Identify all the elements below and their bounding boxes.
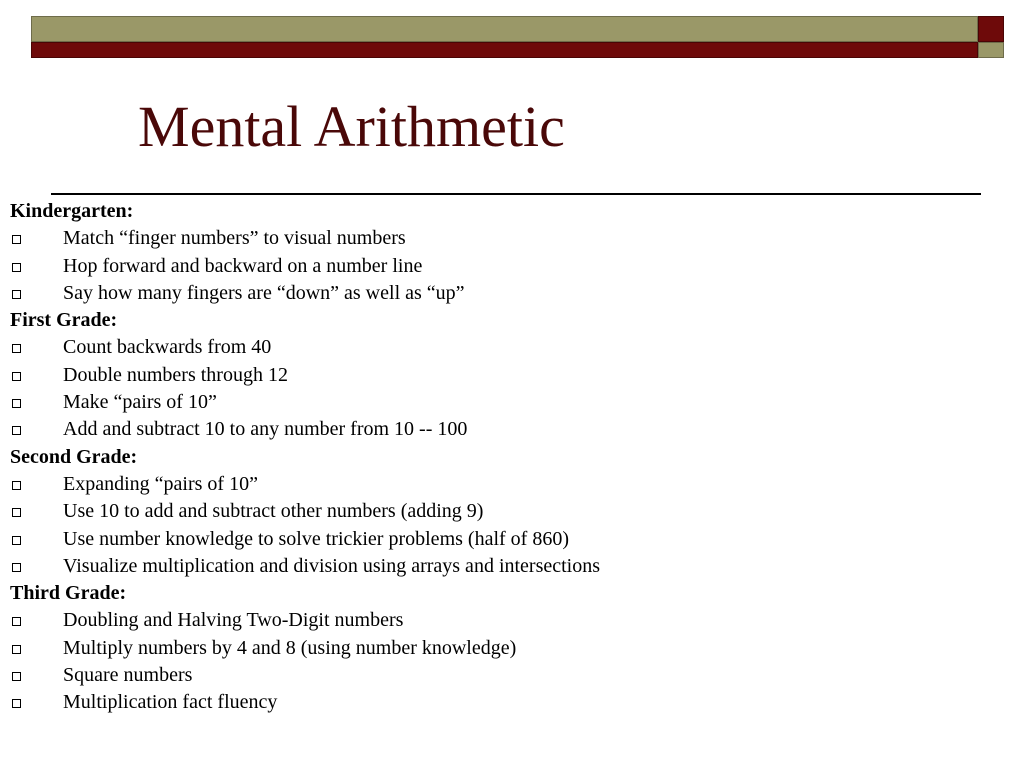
section-heading: Third Grade: bbox=[10, 582, 127, 605]
bullet-text: Add and subtract 10 to any number from 10 -- 100 bbox=[63, 418, 468, 441]
bullet-text: Double numbers through 12 bbox=[63, 363, 288, 386]
section-heading: Second Grade: bbox=[10, 445, 138, 468]
bullet-item bbox=[10, 280, 1000, 307]
bullet-text: Square numbers bbox=[63, 664, 193, 687]
bullet-text: Make “pairs of 10” bbox=[63, 391, 217, 414]
section-first-grade bbox=[10, 307, 1000, 443]
header-corner-olive bbox=[978, 42, 1004, 58]
bullet-item bbox=[10, 334, 1000, 361]
hollow-square-bullet-icon bbox=[12, 508, 21, 517]
bullet-text: Use 10 to add and subtract other numbers (adding 9) bbox=[63, 500, 484, 523]
hollow-square-bullet-icon bbox=[12, 372, 21, 381]
bullet-text: Count backwards from 40 bbox=[63, 336, 272, 359]
bullet-item bbox=[10, 526, 1000, 553]
hollow-square-bullet-icon bbox=[12, 481, 21, 490]
header-band-maroon bbox=[31, 42, 978, 58]
hollow-square-bullet-icon bbox=[12, 426, 21, 435]
hollow-square-bullet-icon bbox=[12, 672, 21, 681]
bullet-text: Hop forward and backward on a number line bbox=[63, 254, 423, 277]
section-heading: Kindergarten: bbox=[10, 200, 134, 222]
hollow-square-bullet-icon bbox=[12, 399, 21, 408]
bullet-item bbox=[10, 253, 1000, 280]
slide-title: Mental Arithmetic bbox=[138, 94, 565, 159]
bullet-text: Expanding “pairs of 10” bbox=[63, 472, 258, 495]
bullet-item bbox=[10, 689, 1000, 716]
bullet-item bbox=[10, 389, 1000, 416]
hollow-square-bullet-icon bbox=[12, 617, 21, 626]
bullet-item bbox=[10, 471, 1000, 498]
bullet-text: Use number knowledge to solve trickier problems (half of 860) bbox=[63, 527, 569, 550]
bullet-text: Match “finger numbers” to visual numbers bbox=[63, 227, 406, 250]
header-corner-maroon bbox=[978, 16, 1004, 42]
hollow-square-bullet-icon bbox=[12, 290, 21, 299]
bullet-item bbox=[10, 553, 1000, 580]
bullet-item bbox=[10, 416, 1000, 443]
title-divider bbox=[51, 193, 981, 195]
section-heading: First Grade: bbox=[10, 309, 118, 332]
hollow-square-bullet-icon bbox=[12, 235, 21, 244]
hollow-square-bullet-icon bbox=[12, 563, 21, 572]
section-kindergarten bbox=[10, 198, 1000, 307]
bullet-item bbox=[10, 362, 1000, 389]
hollow-square-bullet-icon bbox=[12, 536, 21, 545]
bullet-text: Say how many fingers are “down” as well as “up” bbox=[63, 281, 465, 304]
header-band-olive bbox=[31, 16, 978, 42]
bullet-item bbox=[10, 635, 1000, 662]
bullet-item bbox=[10, 498, 1000, 525]
bullet-item bbox=[10, 225, 1000, 252]
hollow-square-bullet-icon bbox=[12, 699, 21, 708]
bullet-text: Multiply numbers by 4 and 8 (using number knowledge) bbox=[63, 636, 517, 659]
bullet-item bbox=[10, 662, 1000, 689]
bullet-text: Visualize multiplication and division using arrays and intersections bbox=[63, 554, 601, 577]
bullet-text: Multiplication fact fluency bbox=[63, 691, 278, 714]
bullet-item bbox=[10, 607, 1000, 634]
hollow-square-bullet-icon bbox=[12, 263, 21, 272]
slide-body bbox=[10, 198, 1000, 717]
section-third-grade bbox=[10, 580, 1000, 716]
section-second-grade bbox=[10, 444, 1000, 580]
bullet-text: Doubling and Halving Two-Digit numbers bbox=[63, 609, 404, 632]
hollow-square-bullet-icon bbox=[12, 645, 21, 654]
hollow-square-bullet-icon bbox=[12, 344, 21, 353]
